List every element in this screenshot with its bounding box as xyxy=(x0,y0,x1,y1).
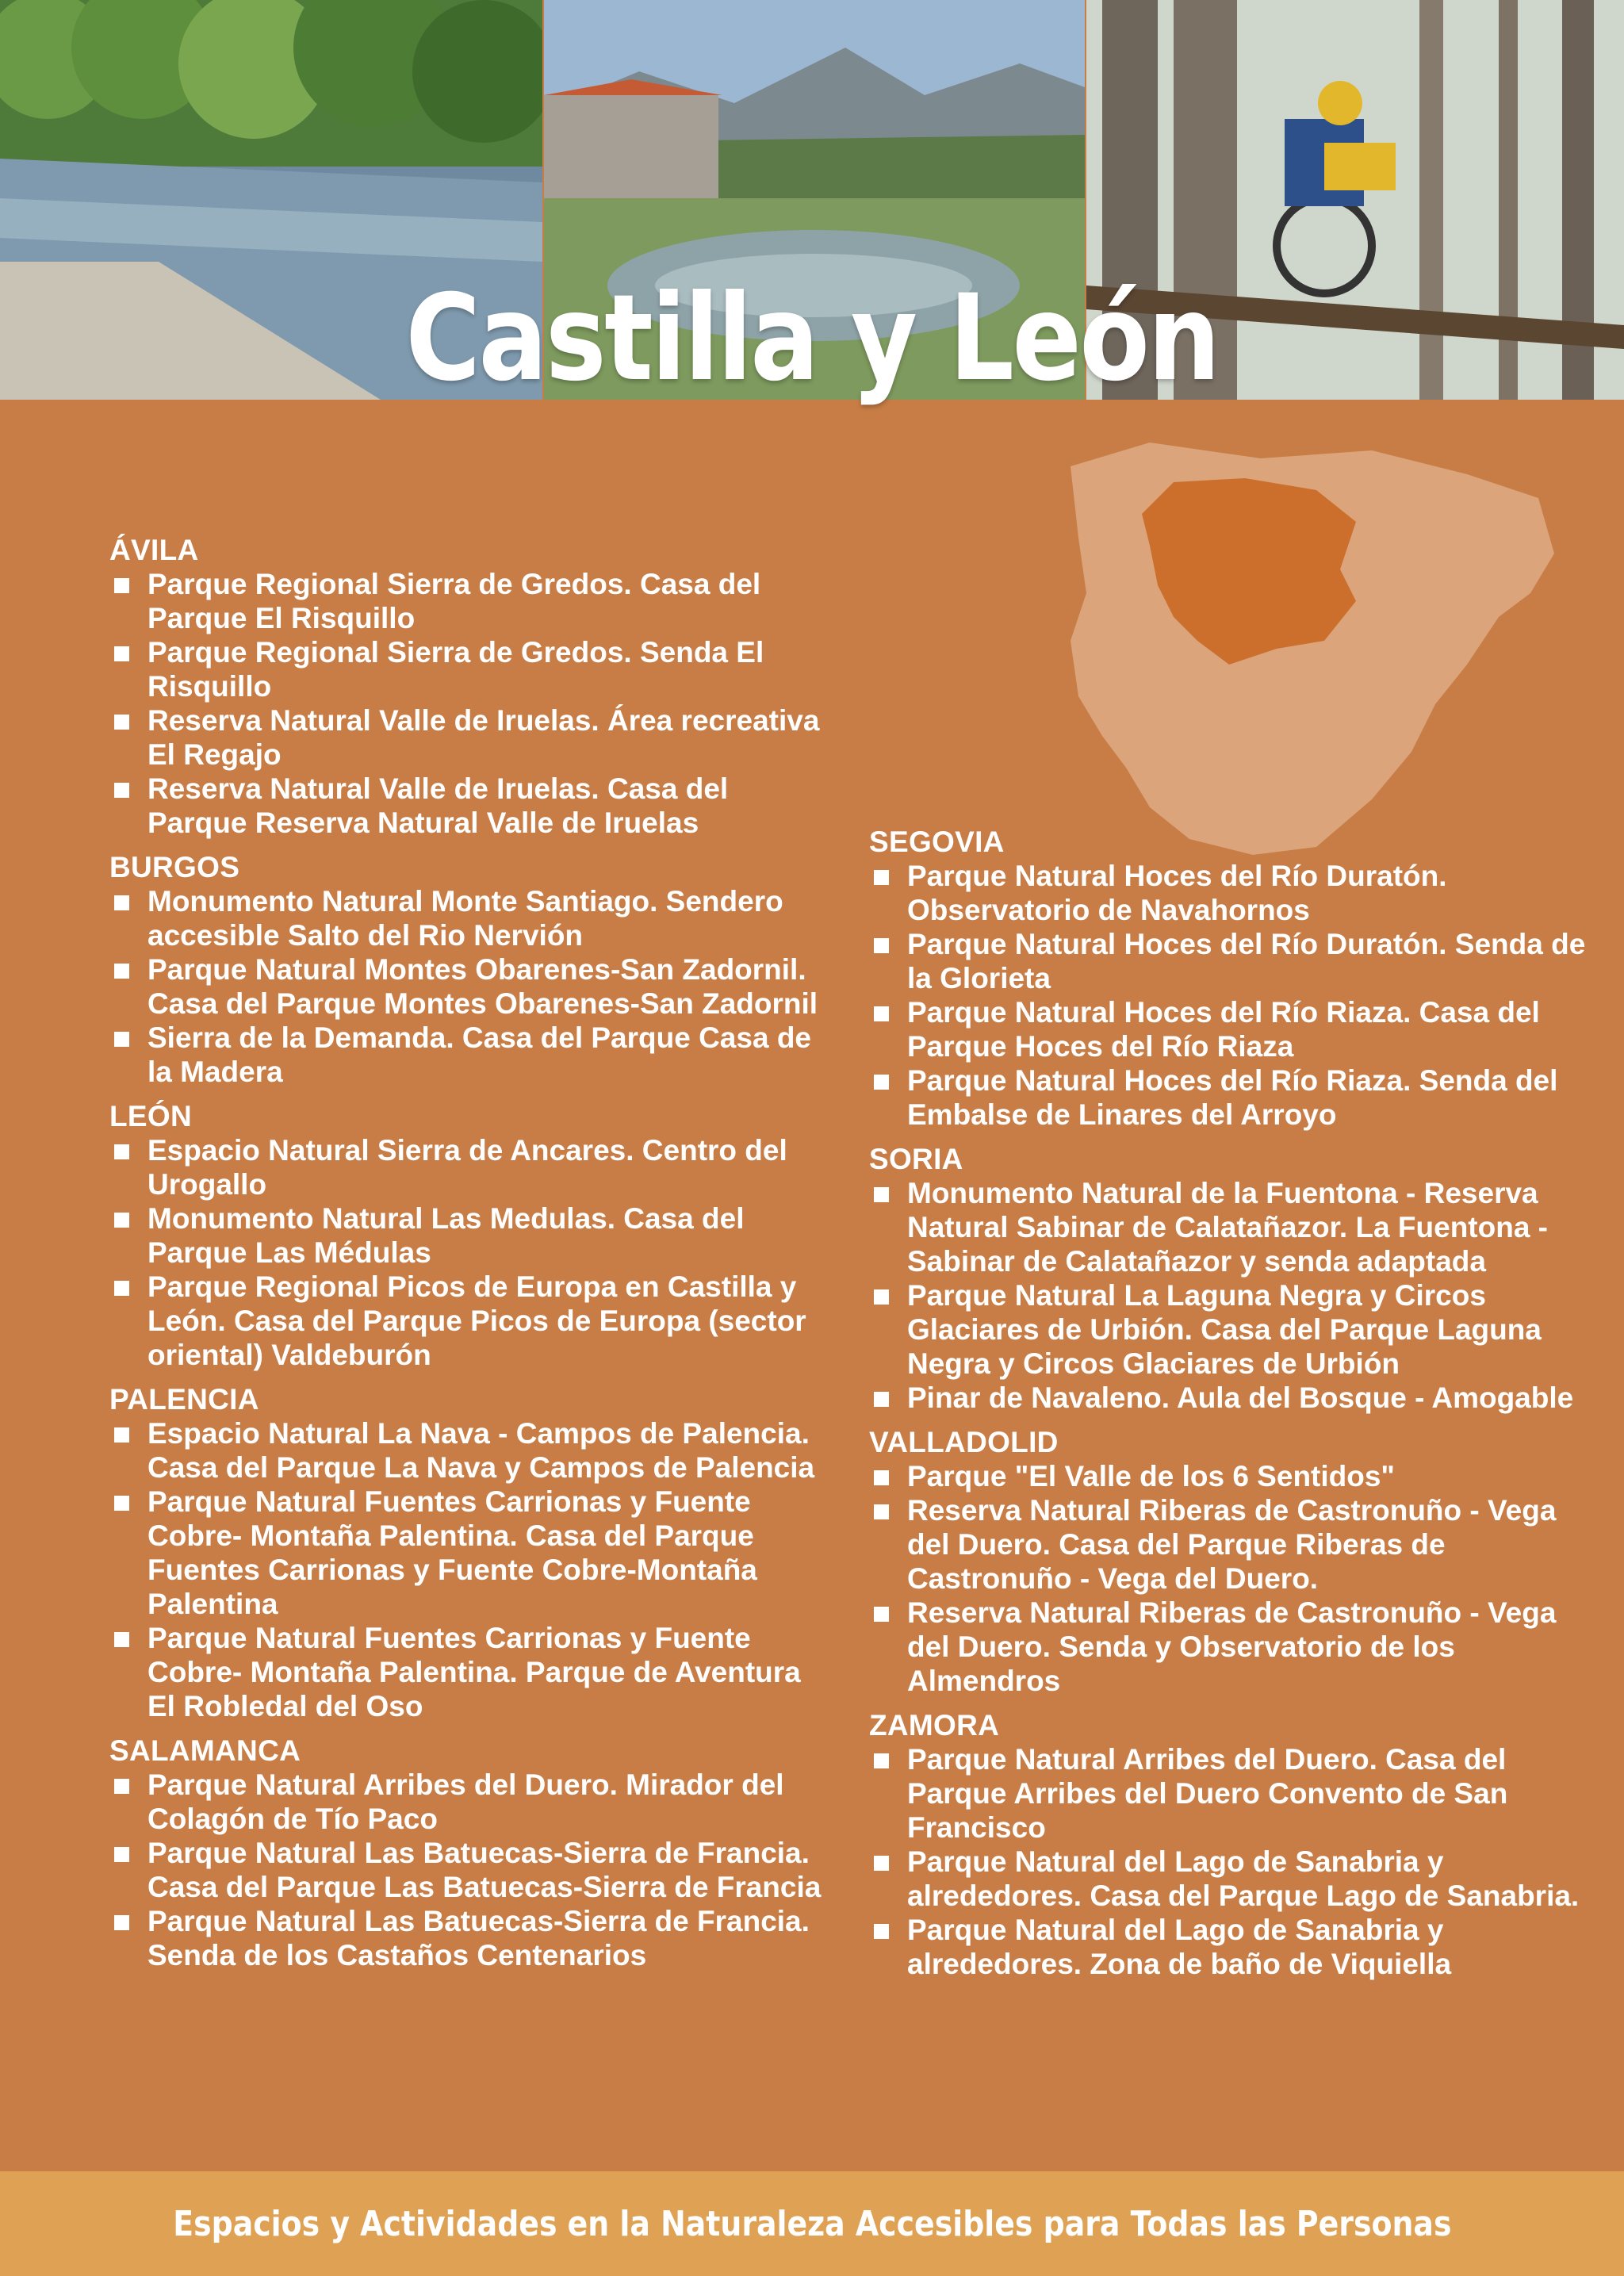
province-section xyxy=(869,1708,1591,1981)
province-section xyxy=(109,1734,831,1972)
footer-band xyxy=(0,2171,1624,2276)
facility-text: Sierra de la Demanda. Casa del Parque Casa de la Madera xyxy=(147,1021,811,1088)
facility-list xyxy=(109,884,831,1089)
square-bullet-icon xyxy=(114,715,129,730)
facility-item xyxy=(869,1459,1591,1493)
facility-item xyxy=(869,1596,1591,1698)
province-section xyxy=(109,1099,831,1372)
facility-text: Parque Natural Hoces del Río Duratón. Senda de la Glorieta xyxy=(907,928,1586,994)
facility-item xyxy=(109,567,831,635)
square-bullet-icon xyxy=(114,1213,129,1228)
province-heading: ZAMORA xyxy=(869,1709,1000,1741)
facility-item xyxy=(109,1201,831,1270)
facility-text: Reserva Natural Valle de Iruelas. Área recreativa El Regajo xyxy=(147,704,820,771)
square-bullet-icon xyxy=(874,1924,889,1939)
facility-list xyxy=(869,859,1591,1132)
facility-item xyxy=(869,1845,1591,1913)
facility-item xyxy=(109,635,831,703)
square-bullet-icon xyxy=(874,1392,889,1407)
facility-item xyxy=(109,1021,831,1089)
square-bullet-icon xyxy=(114,1281,129,1296)
facility-item xyxy=(869,995,1591,1063)
province-heading: SALAMANCA xyxy=(109,1734,301,1767)
facility-text: Reserva Natural Riberas de Castronuño - Vega del Duero. Casa del Parque Riberas de Castronuño - Vega del Duero. xyxy=(907,1494,1557,1595)
facility-item xyxy=(869,859,1591,927)
footer-tagline: Espacios y Actividades en la Naturaleza Accesibles para Todas las Personas xyxy=(172,2203,1452,2244)
square-bullet-icon xyxy=(114,1427,129,1443)
page-title: Castilla y León xyxy=(405,270,1219,408)
square-bullet-icon xyxy=(114,1779,129,1794)
facility-item xyxy=(109,1133,831,1201)
facility-list xyxy=(869,1459,1591,1698)
facility-text: Reserva Natural Riberas de Castronuño - Vega del Duero. Senda y Observatorio de los Almendros xyxy=(907,1596,1557,1697)
square-bullet-icon xyxy=(114,1915,129,1930)
square-bullet-icon xyxy=(874,1856,889,1871)
facility-item xyxy=(109,1768,831,1836)
square-bullet-icon xyxy=(114,578,129,593)
square-bullet-icon xyxy=(874,938,889,953)
facility-item xyxy=(109,772,831,840)
square-bullet-icon xyxy=(874,1504,889,1519)
square-bullet-icon xyxy=(114,964,129,979)
province-heading: PALENCIA xyxy=(109,1383,259,1416)
facility-item xyxy=(109,703,831,772)
facility-text: Parque Natural La Laguna Negra y Circos Glaciares de Urbión. Casa del Parque Laguna Negra y Circos Glaciares de Urbión xyxy=(907,1279,1542,1380)
province-heading: SEGOVIA xyxy=(869,826,1005,858)
facility-item xyxy=(109,1836,831,1904)
square-bullet-icon xyxy=(874,1075,889,1090)
province-heading: VALLADOLID xyxy=(869,1426,1059,1458)
province-section xyxy=(869,825,1591,1132)
facility-item xyxy=(109,884,831,952)
square-bullet-icon xyxy=(874,1753,889,1768)
facility-text: Parque Natural Hoces del Río Duratón. Observatorio de Navahornos xyxy=(907,860,1447,926)
facility-item xyxy=(869,1176,1591,1278)
square-bullet-icon xyxy=(114,783,129,798)
facility-item xyxy=(869,1742,1591,1845)
facility-text: Parque Regional Sierra de Gredos. Senda El Risquillo xyxy=(147,636,764,703)
facility-text: Espacio Natural La Nava - Campos de Palencia. Casa del Parque La Nava y Campos de Palencia xyxy=(147,1417,815,1484)
facility-list xyxy=(109,567,831,840)
facility-text: Parque Natural Fuentes Carrionas y Fuente Cobre- Montaña Palentina. Casa del Parque Fuentes Carrionas y Fuente Cobre-Montaña Palentina xyxy=(147,1485,757,1620)
square-bullet-icon xyxy=(114,1632,129,1647)
province-section xyxy=(109,850,831,1089)
facility-text: Pinar de Navaleno. Aula del Bosque - Amogable xyxy=(907,1381,1574,1414)
facility-item xyxy=(869,927,1591,995)
province-section xyxy=(109,1382,831,1723)
square-bullet-icon xyxy=(114,895,129,910)
province-heading: ÁVILA xyxy=(109,534,199,566)
square-bullet-icon xyxy=(114,1496,129,1511)
province-section xyxy=(869,1142,1591,1415)
facility-item xyxy=(869,1063,1591,1132)
facility-item xyxy=(109,1621,831,1723)
facility-item xyxy=(109,1270,831,1372)
square-bullet-icon xyxy=(874,1607,889,1622)
facility-item xyxy=(109,952,831,1021)
facility-list xyxy=(109,1768,831,1972)
province-section xyxy=(109,533,831,840)
facility-text: Parque Natural Fuentes Carrionas y Fuente Cobre- Montaña Palentina. Parque de Aventura El Robledal del Oso xyxy=(147,1622,801,1722)
spain-map xyxy=(1055,435,1562,879)
facility-item xyxy=(869,1913,1591,1981)
facility-text: Parque Natural del Lago de Sanabria y alrededores. Casa del Parque Lago de Sanabria. xyxy=(907,1845,1580,1912)
square-bullet-icon xyxy=(874,1289,889,1305)
square-bullet-icon xyxy=(114,1032,129,1047)
facility-text: Reserva Natural Valle de Iruelas. Casa del Parque Reserva Natural Valle de Iruelas xyxy=(147,772,729,839)
facility-text: Monumento Natural Monte Santiago. Sendero accesible Salto del Rio Nervión xyxy=(147,885,783,952)
facility-list xyxy=(109,1133,831,1372)
province-heading: LEÓN xyxy=(109,1100,192,1132)
province-heading: BURGOS xyxy=(109,851,240,883)
square-bullet-icon xyxy=(114,646,129,661)
right-column xyxy=(869,825,1591,1991)
square-bullet-icon xyxy=(874,1187,889,1202)
facility-item xyxy=(869,1278,1591,1381)
facility-list xyxy=(109,1416,831,1723)
square-bullet-icon xyxy=(874,1006,889,1021)
facility-text: Monumento Natural de la Fuentona - Reserva Natural Sabinar de Calatañazor. La Fuentona - Sabinar de Calatañazor y senda adaptada xyxy=(907,1177,1549,1278)
province-section xyxy=(869,1425,1591,1698)
facility-text: Parque Natural del Lago de Sanabria y alrededores. Zona de baño de Viquiella xyxy=(907,1914,1452,1980)
facility-text: Parque Natural Las Batuecas-Sierra de Francia. Casa del Parque Las Batuecas-Sierra de Francia xyxy=(147,1837,822,1903)
facility-item xyxy=(109,1904,831,1972)
facility-list xyxy=(869,1176,1591,1415)
square-bullet-icon xyxy=(114,1847,129,1862)
facility-text: Parque Natural Hoces del Río Riaza. Senda del Embalse de Linares del Arroyo xyxy=(907,1064,1558,1131)
province-heading: SORIA xyxy=(869,1143,963,1175)
square-bullet-icon xyxy=(874,870,889,885)
facility-text: Parque Regional Sierra de Gredos. Casa del Parque El Risquillo xyxy=(147,568,761,634)
facility-text: Parque Natural Arribes del Duero. Mirador del Colagón de Tío Paco xyxy=(147,1768,784,1835)
facility-text: Parque Natural Arribes del Duero. Casa del Parque Arribes del Duero Convento de San Francisco xyxy=(907,1743,1508,1844)
facility-text: Parque Natural Hoces del Río Riaza. Casa del Parque Hoces del Río Riaza xyxy=(907,996,1540,1063)
facility-item xyxy=(109,1485,831,1621)
facility-text: Monumento Natural Las Medulas. Casa del Parque Las Médulas xyxy=(147,1202,745,1269)
left-column xyxy=(109,533,831,1983)
facility-item xyxy=(869,1493,1591,1596)
square-bullet-icon xyxy=(114,1144,129,1159)
facility-list xyxy=(869,1742,1591,1981)
facility-text: Parque Natural Montes Obarenes-San Zadornil. Casa del Parque Montes Obarenes-San Zadornil xyxy=(147,953,818,1020)
facility-text: Espacio Natural Sierra de Ancares. Centro del Urogallo xyxy=(147,1134,787,1201)
facility-item xyxy=(869,1381,1591,1415)
facility-item xyxy=(109,1416,831,1485)
facility-text: Parque "El Valle de los 6 Sentidos" xyxy=(907,1460,1395,1492)
square-bullet-icon xyxy=(874,1470,889,1485)
facility-text: Parque Regional Picos de Europa en Castilla y León. Casa del Parque Picos de Europa (sector oriental) Valdeburón xyxy=(147,1270,806,1371)
facility-text: Parque Natural Las Batuecas-Sierra de Francia. Senda de los Castaños Centenarios xyxy=(147,1905,810,1971)
